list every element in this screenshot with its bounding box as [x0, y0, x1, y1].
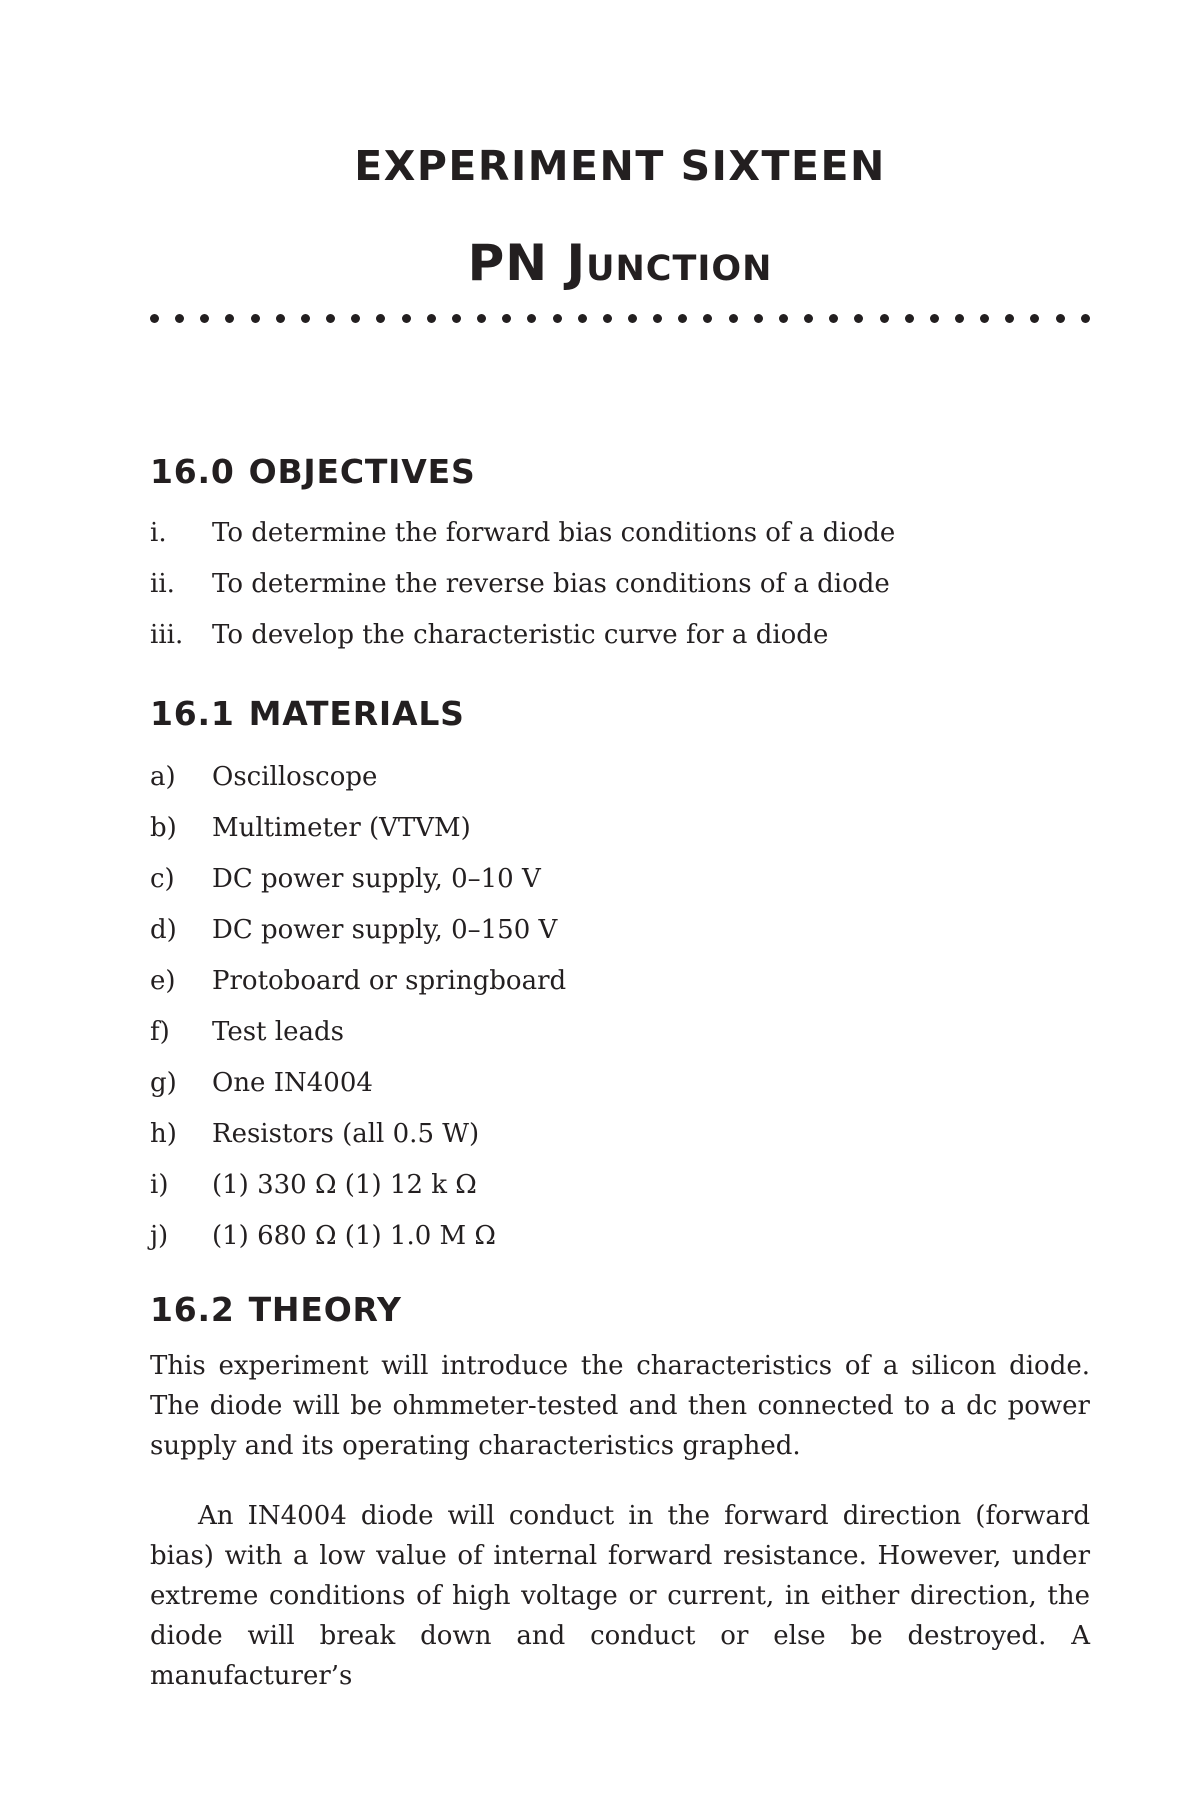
section-title: OBJECTIVES [248, 452, 476, 491]
list-item [150, 620, 895, 671]
divider-dot [326, 314, 335, 323]
list-text: DC power supply, 0–150 V [212, 915, 558, 945]
section-title: MATERIALS [248, 694, 465, 733]
divider-dot [1056, 314, 1065, 323]
list-item [150, 915, 566, 966]
divider-dot [376, 314, 385, 323]
list-item [150, 569, 895, 620]
divider-dot [905, 314, 914, 323]
section-title: THEORY [248, 1290, 402, 1329]
list-marker: b) [150, 813, 177, 843]
list-text: Protoboard or springboard [212, 966, 567, 996]
chapter-title: PN Junction [467, 234, 773, 292]
list-text: One IN4004 [212, 1068, 373, 1098]
divider-dot [729, 314, 738, 323]
list-marker: iii. [150, 620, 184, 650]
list-marker: a) [150, 762, 176, 792]
list-marker: e) [150, 966, 176, 996]
divider-dot [301, 314, 310, 323]
dotted-divider [150, 312, 1090, 324]
section-number: 16.2 [150, 1290, 235, 1329]
list-item [150, 518, 895, 569]
divider-dot [477, 314, 486, 323]
divider-dot [553, 314, 562, 323]
theory-heading [150, 1290, 402, 1329]
divider-dot [427, 314, 436, 323]
divider-dot [628, 314, 637, 323]
list-item [150, 1170, 566, 1221]
divider-dot [980, 314, 989, 323]
divider-dot [402, 314, 411, 323]
list-item [150, 1068, 566, 1119]
list-marker: i) [150, 1170, 169, 1200]
divider-dot [603, 314, 612, 323]
list-item [150, 813, 566, 864]
divider-dot [829, 314, 838, 323]
divider-dot [225, 314, 234, 323]
list-marker: i. [150, 518, 167, 548]
list-marker: c) [150, 864, 175, 894]
list-item [150, 966, 566, 1017]
divider-dot [955, 314, 964, 323]
divider-dot [200, 314, 209, 323]
list-text: (1) 330 Ω (1) 12 k Ω [212, 1170, 477, 1200]
divider-dot [1081, 314, 1090, 323]
divider-dot [175, 314, 184, 323]
divider-dot [1030, 314, 1039, 323]
list-text: (1) 680 Ω (1) 1.0 M Ω [212, 1221, 496, 1251]
list-text: Test leads [212, 1017, 344, 1047]
list-text: Resistors (all 0.5 W) [212, 1119, 480, 1149]
list-marker: j) [150, 1221, 169, 1251]
list-text: To determine the reverse bias conditions of a diode [212, 569, 890, 599]
objectives-list [150, 518, 895, 671]
divider-dot [578, 314, 587, 323]
list-text: Oscilloscope [212, 762, 378, 792]
materials-list [150, 762, 566, 1272]
experiment-label: EXPERIMENT SIXTEEN [354, 142, 886, 190]
section-number: 16.0 [150, 452, 235, 491]
divider-dot [678, 314, 687, 323]
divider-dot [276, 314, 285, 323]
divider-dot [703, 314, 712, 323]
list-item [150, 864, 566, 915]
divider-dot [779, 314, 788, 323]
list-item [150, 1017, 566, 1068]
section-number: 16.1 [150, 694, 235, 733]
list-marker: h) [150, 1119, 177, 1149]
document-page [150, 0, 1090, 1800]
divider-dot [351, 314, 360, 323]
divider-dot [804, 314, 813, 323]
list-item [150, 1221, 566, 1272]
divider-dot [930, 314, 939, 323]
list-item [150, 762, 566, 813]
divider-dot [502, 314, 511, 323]
divider-dot [452, 314, 461, 323]
divider-dot [754, 314, 763, 323]
theory-paragraph: An IN4004 diode will conduct in the forward direction (forward bias) with a low value of internal forward resistance. However, under extreme conditions of high voltage or current, in either direction, the diode will break down and conduct or else be destroyed. A manufacturer’s [150, 1501, 1090, 1691]
list-marker: d) [150, 915, 177, 945]
divider-dot [527, 314, 536, 323]
list-text: Multimeter (VTVM) [212, 813, 471, 843]
theory-paragraph: This experiment will introduce the characteristics of a silicon diode. The diode will be ohmmeter-tested and then connected to a dc power supply and its operating characteristics graphed. [150, 1351, 1090, 1461]
divider-dot [1005, 314, 1014, 323]
materials-heading [150, 694, 465, 733]
objectives-heading [150, 452, 476, 491]
divider-dot [653, 314, 662, 323]
list-marker: ii. [150, 569, 175, 599]
divider-dot [880, 314, 889, 323]
list-marker: f) [150, 1017, 170, 1047]
divider-dot [251, 314, 260, 323]
list-text: To determine the forward bias conditions of a diode [212, 518, 896, 548]
divider-dot [150, 314, 159, 323]
list-item [150, 1119, 566, 1170]
list-marker: g) [150, 1068, 177, 1098]
divider-dot [854, 314, 863, 323]
list-text: DC power supply, 0–10 V [212, 864, 541, 894]
list-text: To develop the characteristic curve for a diode [212, 620, 829, 650]
